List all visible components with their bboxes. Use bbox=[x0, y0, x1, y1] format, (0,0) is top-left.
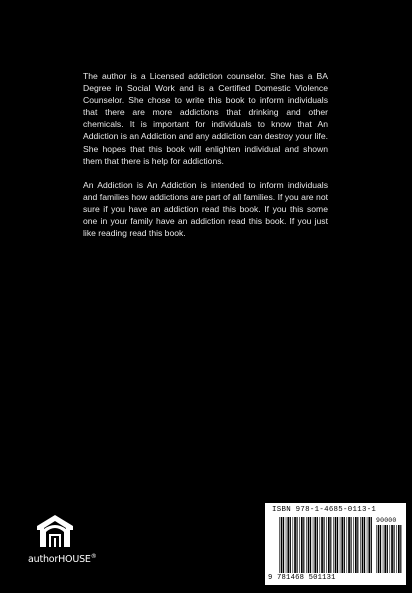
isbn-label: ISBN 978-1-4685-0113-1 bbox=[272, 506, 377, 514]
registered-mark: ® bbox=[90, 553, 97, 560]
price-code: 90000 bbox=[376, 517, 397, 524]
publisher-name-suffix: HOUSE bbox=[58, 554, 91, 566]
blurb-paragraph-book: An Addiction is An Addiction is intended to inform individuals and families how addictions are part of all families. If you are not sure if you have an addiction read this book. If you this some one in your family have an addiction read this book. If you just like reading read this book. bbox=[83, 179, 328, 239]
barcode-bars bbox=[279, 517, 373, 573]
blurb-paragraph-author: The author is a Licensed addiction counselor. She has a BA Degree in Social Work and is a Certified Domestic Violence Counselor. She chose to write this book to inform individuals that there are more addictions that drinking and other chemicals. It is important for individuals to know that An Addiction is an Addiction and any addiction can destroy your life. She hopes that this book will enlighten individual and shown them that there is help for addictions. bbox=[83, 71, 328, 166]
publisher-name-prefix: author bbox=[28, 554, 59, 566]
barcode-digits: 9 781468 501131 bbox=[268, 574, 336, 582]
price-barcode-bars bbox=[376, 525, 403, 573]
isbn-barcode bbox=[265, 503, 406, 585]
publisher-logo bbox=[28, 514, 100, 572]
publisher-name bbox=[28, 553, 97, 565]
authorhouse-house-logo-icon bbox=[35, 514, 75, 548]
back-cover-blurb bbox=[83, 70, 328, 251]
